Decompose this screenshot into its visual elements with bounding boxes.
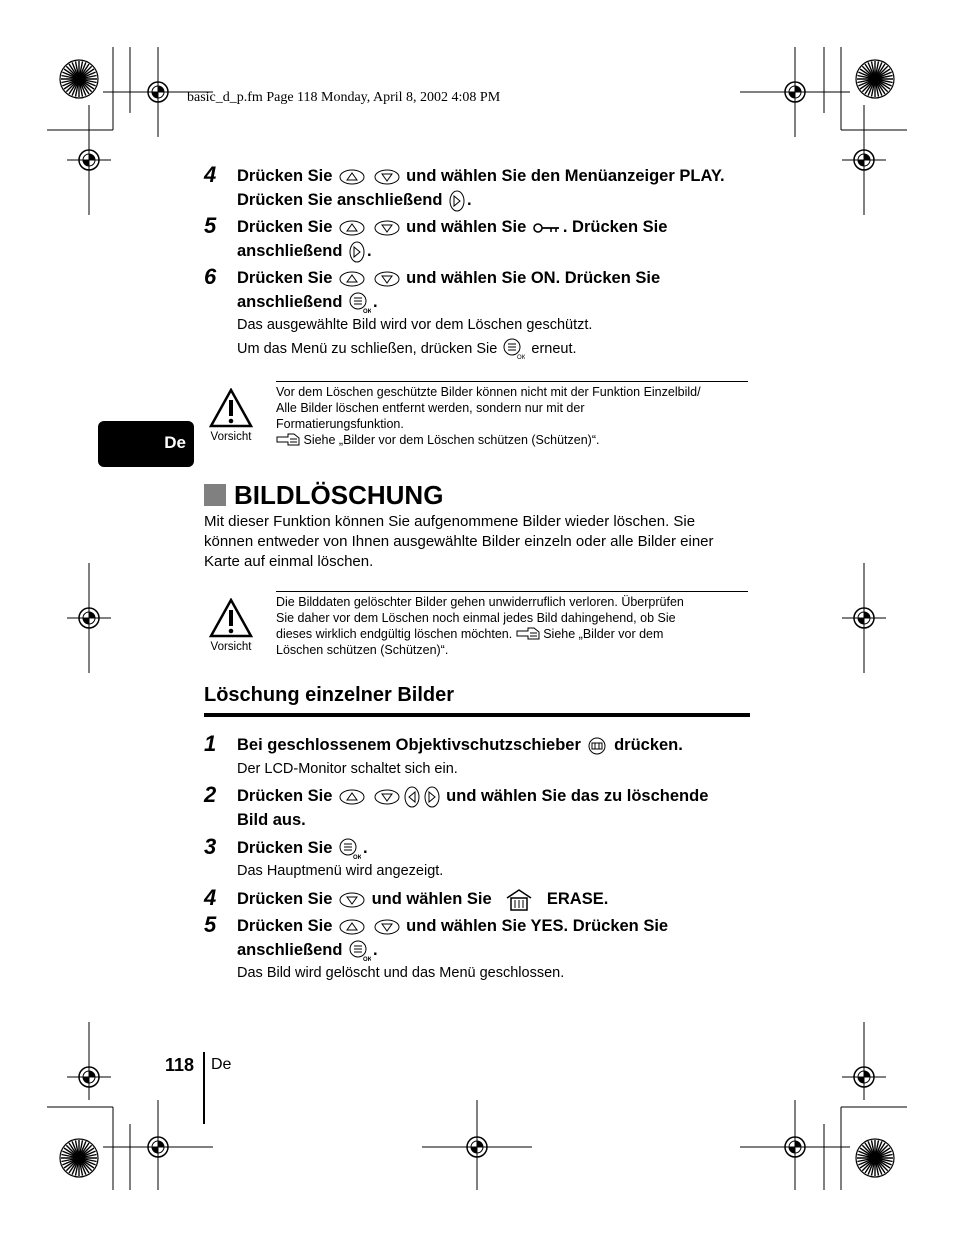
step-text-part: Drücken Sie — [237, 218, 333, 236]
intro-line: können entweder von Ihnen ausgewählte Bilder einzeln oder alle Bilder einer — [204, 533, 714, 550]
up-arrow-button-icon — [339, 271, 365, 287]
caution-reference — [276, 432, 748, 448]
caution-line — [276, 626, 748, 642]
caution-text: dieses wirklich endgültig löschen möchten. — [276, 627, 513, 641]
intro-line: Karte auf einmal löschen. — [204, 553, 374, 570]
step-text-part: . — [367, 242, 372, 260]
left-arrow-button-icon — [404, 786, 420, 808]
step-note — [237, 338, 577, 360]
caution-label: Vorsicht — [210, 431, 252, 443]
caution-line: Sie daher vor dem Löschen noch einmal jedes Bild dahingehend, ob Sie — [276, 611, 676, 625]
step-text-part: Drücken Sie — [237, 890, 333, 908]
right-arrow-button-icon — [449, 190, 465, 212]
caution-icon — [209, 598, 253, 638]
right-arrow-button-icon — [349, 241, 365, 263]
step-text — [237, 784, 708, 832]
ok-menu-button-icon — [349, 940, 371, 962]
up-arrow-button-icon — [339, 169, 365, 185]
caution-line: Löschen schützen (Schützen)“. — [276, 643, 449, 657]
section-marker — [204, 484, 226, 506]
caution-label: Vorsicht — [210, 641, 252, 653]
section-title-text: BILDLÖSCHUNG — [234, 480, 444, 510]
step-number: 4 — [204, 162, 217, 187]
step-text-part: anschließend — [237, 293, 343, 311]
caution-note — [276, 591, 748, 658]
subheading-rule — [204, 713, 750, 717]
step-note-part: erneut. — [531, 340, 577, 357]
caution-note — [276, 381, 748, 448]
caution-block-icon — [205, 598, 257, 653]
step-note: Das Bild wird gelöscht und das Menü geschlossen. — [237, 965, 565, 981]
reference-hand-icon — [276, 433, 300, 447]
step-number: 5 — [204, 912, 217, 937]
step-text-part: Drücken Sie — [237, 917, 333, 935]
step-number: 1 — [204, 731, 217, 756]
language-tab-label: De — [164, 433, 186, 452]
reference-text: Siehe „Bilder vor dem — [543, 627, 664, 641]
footer-rule — [203, 1052, 205, 1124]
step-text-part: . — [467, 191, 472, 209]
step-text-part: und wählen Sie — [406, 218, 527, 236]
caution-line: Vor dem Löschen geschützte Bilder können nicht mit der Funktion Einzelbild/ — [276, 385, 701, 399]
step-number: 6 — [204, 264, 217, 289]
step-text-part: und wählen Sie YES. Drücken Sie — [406, 917, 669, 935]
down-arrow-button-icon — [374, 789, 400, 805]
step-text-part: und wählen Sie ON. Drücken Sie — [406, 269, 661, 287]
up-arrow-button-icon — [339, 789, 365, 805]
step-text — [237, 215, 667, 263]
step-note: Das ausgewählte Bild wird vor dem Löschen geschützt. — [237, 317, 593, 333]
step-note: Der LCD-Monitor schaltet sich ein. — [237, 761, 458, 777]
up-arrow-button-icon — [339, 919, 365, 935]
step-text-part: . — [362, 839, 368, 857]
step-text-part: drücken. — [614, 736, 683, 754]
reference-hand-icon — [516, 627, 540, 641]
step-text-part: . Drücken Sie — [562, 218, 668, 236]
step-text — [237, 733, 683, 757]
ok-menu-button-icon — [349, 292, 371, 314]
step-text-part: Drücken Sie anschließend — [237, 191, 443, 209]
print-header: basic_d_p.fm Page 118 Monday, April 8, 2002 4:08 PM — [187, 90, 501, 105]
step-text — [237, 164, 725, 212]
down-arrow-button-icon — [374, 169, 400, 185]
trash-icon — [504, 889, 534, 911]
step-note: Das Hauptmenü wird angezeigt. — [237, 863, 444, 879]
step-text — [237, 914, 668, 962]
key-icon — [533, 222, 561, 234]
step-text-part: . — [373, 941, 378, 959]
step-text-part: anschließend — [237, 242, 343, 260]
subheading: Löschung einzelner Bilder — [204, 684, 455, 706]
caution-line: Alle Bilder löschen entfernt werden, sondern nur mit der — [276, 401, 585, 415]
step-text-part: . — [373, 293, 378, 311]
step-number: 2 — [204, 782, 217, 807]
ok-menu-button-icon — [503, 338, 525, 360]
caution-icon — [209, 388, 253, 428]
caution-line: Die Bilddaten gelöschter Bilder gehen unwiderruflich verloren. Überprüfen — [276, 595, 684, 609]
step-text-part: Drücken Sie — [237, 839, 333, 857]
step-text — [237, 887, 608, 911]
section-title — [204, 480, 443, 510]
ok-menu-button-icon — [339, 838, 361, 860]
down-arrow-button-icon — [339, 892, 365, 908]
intro-line: Mit dieser Funktion können Sie aufgenommene Bilder wieder löschen. Sie — [204, 513, 696, 530]
up-arrow-button-icon — [339, 220, 365, 236]
step-note-part: Um das Menü zu schließen, drücken Sie — [237, 340, 498, 357]
caution-block-icon — [205, 388, 257, 443]
step-number: 5 — [204, 213, 217, 238]
intro-paragraph — [204, 512, 754, 572]
step-text-part: Drücken Sie — [237, 269, 333, 287]
reference-text: Siehe „Bilder vor dem Löschen schützen (Schützen)“. — [303, 433, 600, 447]
step-text-part: und wählen Sie — [371, 890, 492, 908]
caution-line: Formatierungsfunktion. — [276, 417, 404, 431]
down-arrow-button-icon — [374, 919, 400, 935]
page-language: De — [211, 1056, 232, 1073]
step-text-part: Drücken Sie — [237, 167, 333, 185]
step-number: 3 — [204, 834, 217, 859]
page-number: 118 — [165, 1055, 195, 1075]
down-arrow-button-icon — [374, 220, 400, 236]
step-text-part: Bei geschlossenem Objektivschutzschieber — [237, 736, 581, 754]
step-text-part: anschließend — [237, 941, 343, 959]
step-text — [237, 836, 368, 860]
step-text-part: Bild aus. — [237, 811, 306, 829]
step-text-part: ERASE. — [546, 890, 609, 908]
quickview-button-icon — [587, 736, 607, 756]
step-text — [237, 266, 660, 314]
language-tab — [98, 421, 194, 467]
step-number: 4 — [204, 885, 217, 910]
right-arrow-button-icon — [424, 786, 440, 808]
step-text-part: und wählen Sie den Menüanzeiger PLAY. — [406, 167, 725, 185]
step-text-part: und wählen Sie das zu löschende — [446, 787, 709, 805]
step-text-part: Drücken Sie — [237, 787, 333, 805]
down-arrow-button-icon — [374, 271, 400, 287]
